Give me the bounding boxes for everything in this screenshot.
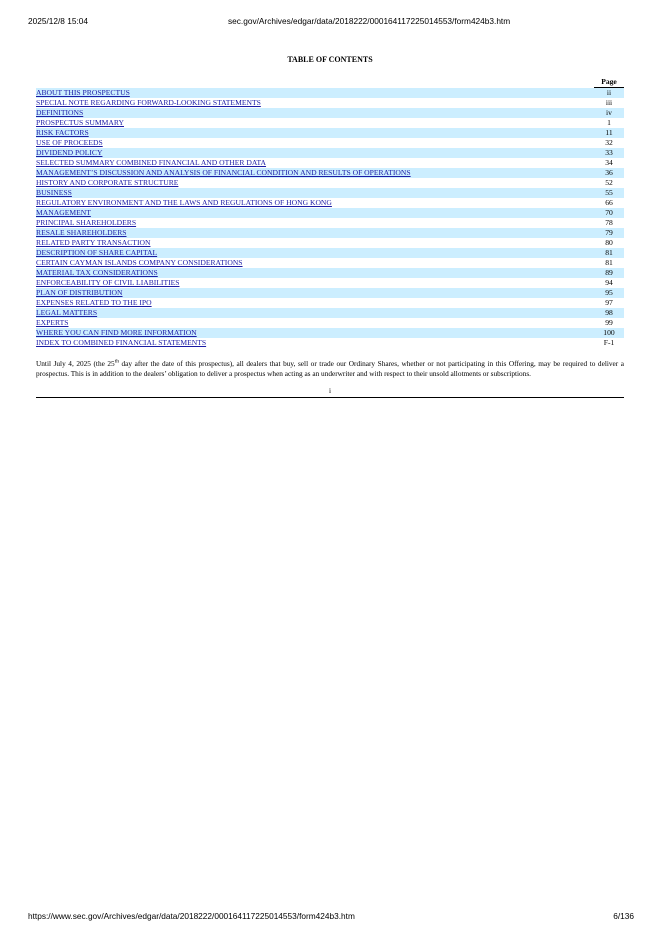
toc-link[interactable]: WHERE YOU CAN FIND MORE INFORMATION <box>36 328 197 337</box>
toc-row <box>36 198 624 208</box>
print-page-count: 6/136 <box>613 911 634 921</box>
toc-label-cell <box>36 208 594 218</box>
toc-row <box>36 108 624 118</box>
toc-link[interactable]: CERTAIN CAYMAN ISLANDS COMPANY CONSIDERATIONS <box>36 258 243 267</box>
toc-label-cell <box>36 308 594 318</box>
note-text-end: day after the date of this prospectus), all dealers that buy, sell or trade our Ordinary Shares, whether or not participating in this Offering, may be required to deliver a prospectus. This is in addition to the dealers’ obligation to deliver a prospectus when acting as an underwriter and with respect to their unsold allotments or subscriptions. <box>36 359 624 378</box>
toc-label-cell <box>36 268 594 278</box>
toc-link[interactable]: HISTORY AND CORPORATE STRUCTURE <box>36 178 179 187</box>
toc-page-number: 1 <box>607 118 611 127</box>
toc-page-number: 34 <box>605 158 613 167</box>
toc-page-number: 66 <box>605 198 613 207</box>
note-text-start: Until July 4, 2025 (the 25 <box>36 359 115 368</box>
print-datetime: 2025/12/8 15:04 <box>28 16 88 26</box>
toc-row <box>36 248 624 258</box>
toc-row <box>36 318 624 328</box>
toc-page-number: 95 <box>594 288 624 298</box>
print-url-title: sec.gov/Archives/edgar/data/2018222/000164117225014553/form424b3.htm <box>228 16 511 26</box>
toc-page-number: 81 <box>594 248 624 258</box>
toc-row <box>36 98 624 108</box>
toc-page-number: 94 <box>605 278 613 287</box>
toc-link[interactable]: DIVIDEND POLICY <box>36 148 103 157</box>
toc-row <box>36 338 624 348</box>
toc-link[interactable]: REGULATORY ENVIRONMENT AND THE LAWS AND REGULATIONS OF HONG KONG <box>36 198 332 207</box>
toc-page-number: 97 <box>605 298 613 307</box>
toc-link[interactable]: USE OF PROCEEDS <box>36 138 103 147</box>
toc-label-cell <box>36 228 594 238</box>
toc-row <box>36 148 624 158</box>
print-footer-url: https://www.sec.gov/Archives/edgar/data/2018222/000164117225014553/form424b3.htm <box>28 911 355 921</box>
toc-row <box>36 278 624 288</box>
page-number: i <box>328 386 332 395</box>
toc-label-cell <box>36 168 594 178</box>
toc-label-cell <box>36 158 594 168</box>
toc-page-number: 80 <box>605 238 613 247</box>
toc-page-number: 79 <box>594 228 624 238</box>
toc-link[interactable]: PROSPECTUS SUMMARY <box>36 118 124 127</box>
toc-row <box>36 158 624 168</box>
toc-label-cell <box>36 188 594 198</box>
toc-row <box>36 308 624 318</box>
toc-title: TABLE OF CONTENTS <box>287 55 373 64</box>
toc-row <box>36 268 624 278</box>
toc-row <box>36 208 624 218</box>
toc-label-cell <box>36 278 594 288</box>
toc-page-number: 70 <box>594 208 624 218</box>
toc-label-cell <box>36 178 594 188</box>
toc-label-cell <box>36 318 594 328</box>
toc-page-number: 100 <box>594 328 624 338</box>
toc-link[interactable]: PRINCIPAL SHAREHOLDERS <box>36 218 137 227</box>
toc-label-cell <box>36 148 594 158</box>
toc-page-number: 33 <box>594 148 624 158</box>
toc-link[interactable]: BUSINESS <box>36 188 72 197</box>
note-superscript: th <box>114 358 119 365</box>
toc-page-number: iii <box>605 98 613 107</box>
toc-row <box>36 128 624 138</box>
toc-label-cell <box>36 198 594 208</box>
toc-link[interactable]: SPECIAL NOTE REGARDING FORWARD-LOOKING STATEMENTS <box>36 98 261 107</box>
toc-page-number: 55 <box>594 188 624 198</box>
toc-label-cell <box>36 298 594 308</box>
toc-header-spacer <box>36 76 594 88</box>
toc-label-cell <box>36 118 594 128</box>
toc-row <box>36 118 624 128</box>
toc-page-number: 52 <box>605 178 613 187</box>
toc-row <box>36 138 624 148</box>
toc-link[interactable]: INDEX TO COMBINED FINANCIAL STATEMENTS <box>36 338 207 347</box>
toc-page-number: 11 <box>594 128 624 138</box>
document-body <box>36 54 624 398</box>
toc-link[interactable]: MANAGEMENT’S DISCUSSION AND ANALYSIS OF FINANCIAL CONDITION AND RESULTS OF OPERATIONS <box>36 168 411 177</box>
toc-page-number: 36 <box>594 168 624 178</box>
toc-table <box>36 76 624 348</box>
toc-label-cell <box>36 128 594 138</box>
toc-page-number: 89 <box>594 268 624 278</box>
toc-row <box>36 258 624 268</box>
toc-row <box>36 328 624 338</box>
toc-label-cell <box>36 288 594 298</box>
dealer-prospectus-note <box>36 359 624 379</box>
toc-label-cell <box>36 248 594 258</box>
toc-header-row <box>36 76 624 88</box>
toc-row <box>36 188 624 198</box>
toc-link[interactable]: LEGAL MATTERS <box>36 308 98 317</box>
toc-link[interactable]: MANAGEMENT <box>36 208 91 217</box>
page-bottom-rule <box>36 397 624 398</box>
toc-row <box>36 238 624 248</box>
toc-label-cell <box>36 258 594 268</box>
toc-link[interactable]: PLAN OF DISTRIBUTION <box>36 288 123 297</box>
toc-label-cell <box>36 328 594 338</box>
toc-label-cell <box>36 88 594 99</box>
toc-row <box>36 168 624 178</box>
toc-label-cell <box>36 338 594 348</box>
toc-label-cell <box>36 218 594 228</box>
toc-link[interactable]: RISK FACTORS <box>36 128 89 137</box>
toc-label-cell <box>36 108 594 118</box>
toc-page-number: iv <box>594 108 624 118</box>
toc-page-number: 99 <box>605 318 613 327</box>
toc-row <box>36 288 624 298</box>
toc-row <box>36 218 624 228</box>
toc-link[interactable]: RESALE SHAREHOLDERS <box>36 228 127 237</box>
toc-link[interactable]: EXPENSES RELATED TO THE IPO <box>36 298 152 307</box>
toc-page-header: Page <box>594 76 624 88</box>
toc-row <box>36 228 624 238</box>
toc-link[interactable]: DEFINITIONS <box>36 108 84 117</box>
toc-label-cell <box>36 138 594 148</box>
toc-page-number: F-1 <box>603 338 615 347</box>
print-footer <box>0 911 662 923</box>
toc-page-number: 98 <box>594 308 624 318</box>
toc-link[interactable]: ENFORCEABILITY OF CIVIL LIABILITIES <box>36 278 180 287</box>
toc-row <box>36 298 624 308</box>
toc-page-number: 78 <box>605 218 613 227</box>
toc-row <box>36 178 624 188</box>
toc-link[interactable]: DESCRIPTION OF SHARE CAPITAL <box>36 248 158 257</box>
toc-link[interactable]: ABOUT THIS PROSPECTUS <box>36 87 130 97</box>
toc-page-number: 32 <box>605 138 613 147</box>
toc-page-number: ii <box>594 88 624 99</box>
toc-label-cell <box>36 98 594 108</box>
toc-link[interactable]: RELATED PARTY TRANSACTION <box>36 238 151 247</box>
toc-link[interactable]: EXPERTS <box>36 318 69 327</box>
toc-row <box>36 88 624 99</box>
toc-page-number: 81 <box>605 258 613 267</box>
toc-link[interactable]: MATERIAL TAX CONSIDERATIONS <box>36 268 158 277</box>
toc-link[interactable]: SELECTED SUMMARY COMBINED FINANCIAL AND OTHER DATA <box>36 158 267 167</box>
toc-label-cell <box>36 238 594 248</box>
print-header <box>0 16 662 28</box>
